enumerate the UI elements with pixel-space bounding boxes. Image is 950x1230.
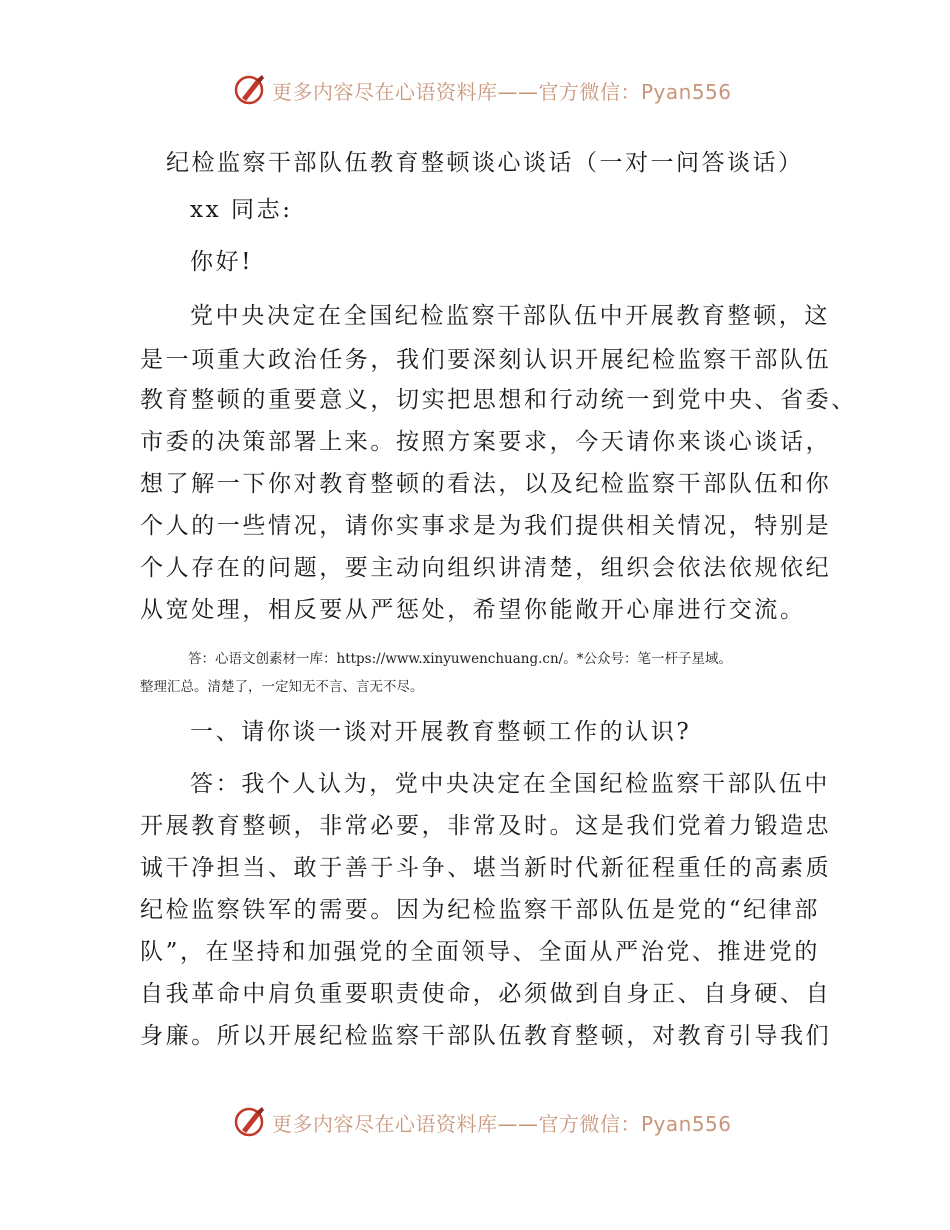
answer-note-line: 整理汇总。清楚了，一定知无不言、言无不尽。	[140, 679, 424, 695]
answer-note-line: 答：心语文创素材一库：https://www.xinyuwenchuang.cn/。*公众号：笔一杆子星域。	[188, 651, 732, 667]
answer-line: 队”，在坚持和加强党的全面领导、全面从严治党、推进党的	[140, 939, 820, 965]
greeting: xx 同志:	[190, 197, 293, 223]
intro-line: 想了解一下你对教育整顿的看法，以及纪检监察干部队伍和你	[140, 471, 832, 497]
banner-wechat: 官方微信：Pyan556	[538, 1112, 732, 1136]
banner-text	[272, 76, 732, 105]
intro-line: 党中央决定在全国纪检监察干部队伍中开展教育整顿，这	[190, 303, 830, 329]
intro-line: 个人的一些情况，请你实事求是为我们提供相关情况，特别是	[140, 513, 832, 539]
answer-line: 答：我个人认为，党中央决定在全国纪检监察干部队伍中	[190, 771, 830, 797]
hello: 你好!	[190, 249, 254, 275]
banner-main: 更多内容尽在心语资料库	[272, 1112, 498, 1136]
intro-line: 教育整顿的重要意义，切实把思想和行动统一到党中央、省委、	[140, 387, 857, 413]
answer-line: 自我革命中肩负重要职责使命，必须做到自身正、自身硬、自	[140, 981, 832, 1007]
document-title: 纪检监察干部队伍教育整顿谈心谈话（一对一问答谈话）	[166, 150, 804, 176]
banner-main: 更多内容尽在心语资料库	[272, 80, 498, 104]
banner-wechat: 官方微信：Pyan556	[538, 80, 732, 104]
logo-icon	[234, 1104, 268, 1138]
intro-line: 是一项重大政治任务，我们要深刻认识开展纪检监察干部队伍	[140, 347, 832, 373]
banner-separator: ——	[497, 1112, 539, 1136]
answer-line: 诚干净担当、敢于善于斗争、堪当新时代新征程重任的高素质	[140, 855, 832, 881]
intro-line: 个人存在的问题，要主动向组织讲清楚，组织会依法依规依纪	[140, 555, 832, 581]
answer-line: 开展教育整顿，非常必要，非常及时。这是我们党着力锻造忠	[140, 813, 832, 839]
header-banner	[0, 70, 950, 110]
intro-line: 从宽处理，相反要从严惩处，希望你能敞开心扉进行交流。	[140, 597, 806, 623]
question-heading: 一、请你谈一谈对开展教育整顿工作的认识?	[190, 719, 692, 745]
footer-banner	[0, 1102, 950, 1142]
banner-text	[272, 1108, 732, 1137]
answer-line: 纪检监察铁军的需要。因为纪检监察干部队伍是党的“纪律部	[140, 897, 820, 923]
intro-line: 市委的决策部署上来。按照方案要求，今天请你来谈心谈话，	[140, 429, 832, 455]
banner-separator: ——	[497, 80, 539, 104]
answer-line: 身廉。所以开展纪检监察干部队伍教育整顿，对教育引导我们	[140, 1023, 832, 1049]
logo-icon	[234, 72, 268, 106]
